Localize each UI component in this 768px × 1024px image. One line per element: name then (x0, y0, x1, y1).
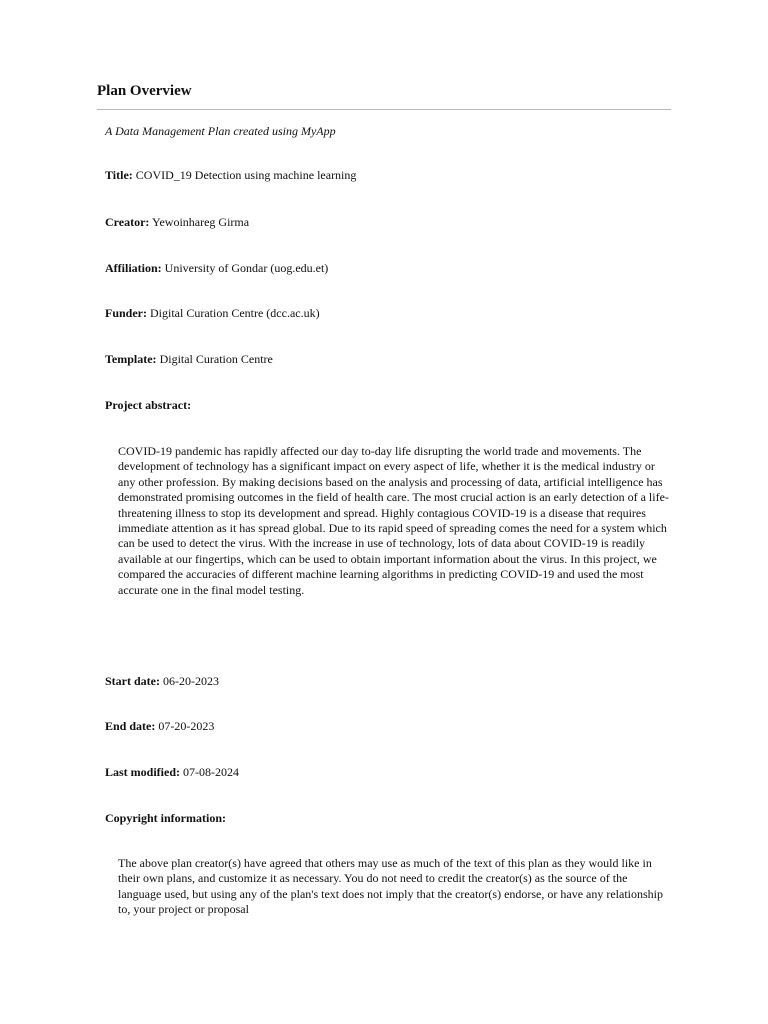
affiliation-field (105, 260, 328, 276)
creator-field (105, 214, 249, 230)
funder-label: Funder: (105, 306, 147, 320)
end-date-label: End date: (105, 719, 156, 733)
end-date-field (105, 718, 214, 734)
copyright-text: The above plan creator(s) have agreed that others may use as much of the text of this plan as they would like in their own plans, and customize it as necessary. You do not need to credit the creator(s) as the source of the language used, but using any of the plan's text does not imply that the creator(s) endorse, or have any relationship to, your project or proposal (118, 856, 664, 917)
abstract-heading (105, 397, 191, 413)
plan-subtitle: A Data Management Plan created using MyApp (105, 124, 336, 138)
end-date-value: 07-20-2023 (158, 719, 215, 733)
abstract-text: COVID-19 pandemic has rapidly affected our day to-day life disrupting the world trade and movements. The development of technology has a significant impact on every aspect of life, whether it is the medical industry or any other profession. By making decisions based on the analysis and processing of data, artificial intelligence has demonstrated promising outcomes in the field of health care. The most crucial action is an early detection of a life-threatening illness to stop its development and spread. Highly contagious COVID-19 is a disease that requires immediate attention as it has spread global. Due to its rapid speed of spreading comes the need for a system which can be used to detect the virus. With the increase in use of technology, lots of data about COVID-19 is readily available at our fingertips, which can be used to obtain important information about the virus. In this project, we compared the accuracies of different machine learning algorithms in predicting COVID-19 and used the most accurate one in the final model testing. (118, 444, 669, 597)
copyright-heading (105, 810, 226, 826)
copyright-label: Copyright information: (105, 811, 226, 825)
start-date-field (105, 673, 219, 689)
last-modified-field (105, 764, 239, 780)
template-value: Digital Curation Centre (159, 352, 273, 366)
title-value: COVID_19 Detection using machine learning (135, 168, 357, 182)
title-field (105, 167, 356, 183)
title-divider (97, 109, 671, 110)
abstract-label: Project abstract: (105, 398, 192, 412)
affiliation-value: University of Gondar (uog.edu.et) (164, 261, 329, 275)
template-label: Template: (105, 352, 157, 366)
page-title: Plan Overview (97, 83, 192, 99)
last-modified-value: 07-08-2024 (183, 765, 239, 779)
template-field (105, 351, 273, 367)
funder-value: Digital Curation Centre (dcc.ac.uk) (150, 306, 320, 320)
start-date-value: 06-20-2023 (162, 674, 219, 688)
funder-field (105, 305, 320, 321)
creator-label: Creator: (105, 215, 150, 229)
start-date-label: Start date: (105, 674, 160, 688)
last-modified-label: Last modified: (105, 765, 180, 779)
creator-value: Yewoinhareg Girma (151, 215, 250, 229)
title-label: Title: (105, 168, 133, 182)
affiliation-label: Affiliation: (105, 261, 162, 275)
